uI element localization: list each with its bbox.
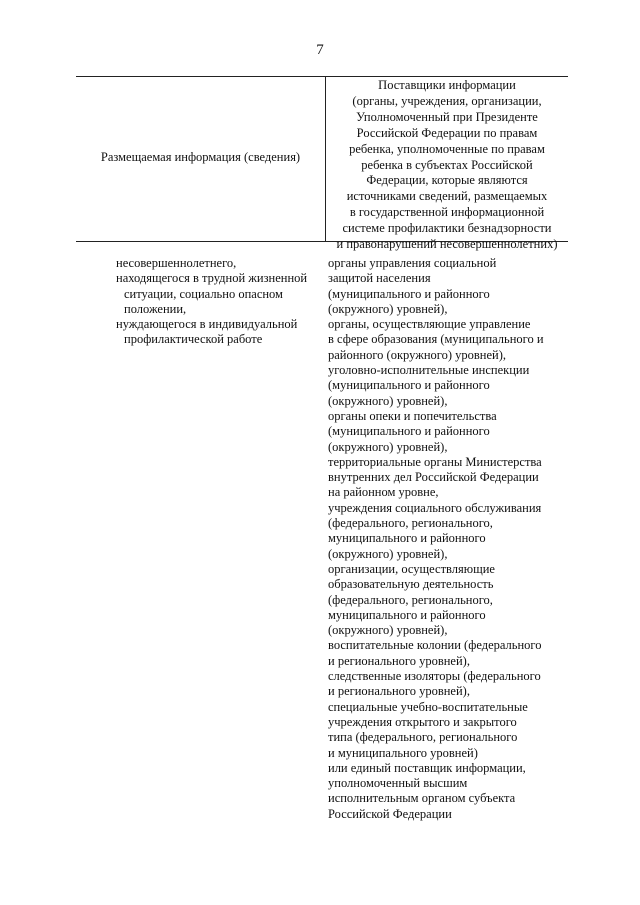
cell-line: и регионального уровней),: [328, 684, 470, 699]
cell-line: специальные учебно-воспитательные: [328, 699, 528, 714]
header-line: (органы, учреждения, организации,: [352, 93, 542, 108]
cell-line: типа (федерального, регионального: [328, 730, 518, 745]
cell-line: организации, осуществляющие: [328, 561, 495, 576]
cell-line: уполномоченный высшим: [328, 776, 468, 791]
cell-line: нуждающегося в индивидуальной: [116, 317, 298, 332]
cell-line: (окружного) уровней),: [328, 439, 448, 454]
header-line: системе профилактики безнадзорности: [342, 221, 552, 236]
cell-line: органы, осуществляющие управление: [328, 317, 531, 332]
cell-line: муниципального и районного: [328, 531, 486, 546]
cell-line: учреждения социального обслуживания: [328, 500, 542, 515]
cell-line: или единый поставщик информации,: [328, 760, 526, 775]
cell-line: (муниципального и районного: [328, 378, 490, 393]
header-suppliers-column: [326, 78, 568, 253]
cell-line: (муниципального и районного: [328, 424, 490, 439]
cell-line: органы опеки и попечительства: [328, 408, 497, 423]
cell-line: районного (окружного) уровней),: [328, 347, 507, 362]
cell-line: исполнительным органом субъекта: [328, 791, 516, 806]
cell-line: внутренних дел Российской Федерации: [328, 470, 539, 485]
header-line: Уполномоченный при Президенте: [356, 109, 538, 124]
cell-line: положении,: [124, 301, 187, 316]
cell-line: образовательную деятельность: [328, 577, 494, 592]
cell-line: (окружного) уровней),: [328, 393, 448, 408]
table-top-rule: [76, 76, 568, 77]
header-line: и правонарушений несовершеннолетних): [336, 237, 558, 252]
cell-line: ситуации, социально опасном: [124, 286, 283, 301]
cell-line: органы управления социальной: [328, 256, 497, 270]
header-line: в государственной информационной: [349, 205, 545, 220]
cell-line: несовершеннолетнего,: [116, 256, 237, 270]
cell-line: (муниципального и районного: [328, 286, 490, 301]
cell-line: (федерального, регионального,: [328, 592, 493, 607]
cell-line: и регионального уровней),: [328, 653, 470, 668]
cell-line: профилактической работе: [124, 332, 263, 347]
cell-line: и муниципального уровней): [328, 745, 478, 760]
header-line: Российской Федерации по правам: [356, 125, 538, 140]
cell-line: муниципального и районного: [328, 607, 486, 622]
cell-line: следственные изоляторы (федерального: [328, 669, 541, 684]
header-line: Поставщики информации: [378, 78, 516, 92]
cell-line: (окружного) уровней),: [328, 623, 448, 638]
cell-line: (окружного) уровней),: [328, 546, 448, 561]
cell-line: находящегося в трудной жизненной: [116, 271, 308, 286]
cell-line: уголовно-исполнительные инспекции: [328, 363, 530, 378]
cell-line: воспитательные колонии (федерального: [328, 638, 542, 653]
cell-line: (окружного) уровней),: [328, 301, 448, 316]
cell-line: Российской Федерации: [328, 806, 452, 821]
header-line: Федерации, которые являются: [366, 173, 528, 188]
cell-line: защитой населения: [328, 271, 431, 286]
header-info-column: Размещаемая информация (сведения): [100, 150, 301, 164]
header-line: источниками сведений, размещаемых: [346, 189, 548, 204]
cell-line: на районном уровне,: [328, 485, 439, 500]
row-suppliers-cell: [328, 256, 568, 822]
cell-line: территориальные органы Министерства: [328, 454, 542, 469]
row-info-cell: [116, 256, 321, 348]
cell-line: (федерального, регионального,: [328, 516, 493, 531]
cell-line: учреждения открытого и закрытого: [328, 714, 517, 729]
cell-line: в сфере образования (муниципального и: [328, 332, 544, 347]
header-line: ребенка, уполномоченные по правам: [349, 141, 545, 156]
page-number: 7: [316, 42, 324, 58]
header-line: ребенка в субъектах Российской: [361, 157, 533, 172]
